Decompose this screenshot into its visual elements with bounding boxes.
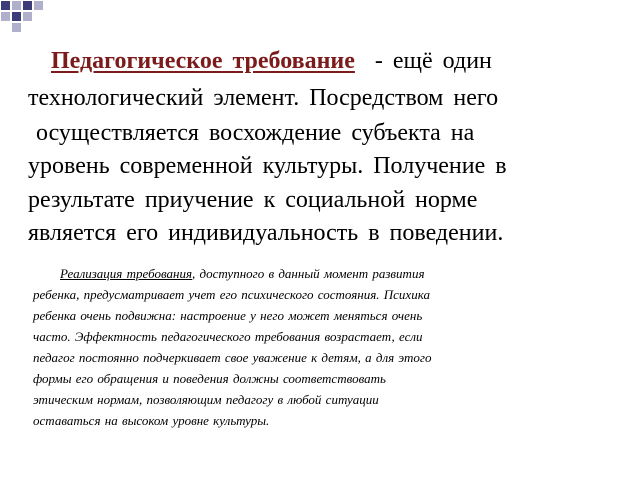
decoration-square <box>1 12 10 21</box>
term-heading: Педагогическое требование <box>51 48 355 74</box>
decoration-square <box>34 1 43 10</box>
main-line-1 <box>51 46 492 76</box>
secondary-line-1 <box>60 263 425 284</box>
main-line-6: является его индивидуальность в поведении. <box>28 220 504 246</box>
decoration-square <box>23 12 32 21</box>
secondary-line-1-rest: , доступного в данный момент развития <box>192 266 425 281</box>
main-line-4: уровень современной культуры. Получение в <box>28 153 507 179</box>
decoration-square <box>12 23 21 32</box>
decoration-square <box>23 1 32 10</box>
secondary-term: Реализация требования <box>60 266 193 281</box>
secondary-line-5: педагог постоянно подчеркивает свое уважение к детям, а для этого <box>33 350 432 365</box>
main-line-3: осуществляется восхождение субъекта на <box>36 120 475 146</box>
secondary-line-2: ребенка, предусматривает учет его психического состояния. Психика <box>33 287 430 302</box>
secondary-line-7: этическим нормам, позволяющим педагогу в любой ситуации <box>33 392 379 407</box>
decoration-square <box>12 12 21 21</box>
main-line-1-rest: - ещё один <box>374 48 492 74</box>
secondary-line-6: формы его обращения и поведения должны соответствовать <box>33 371 386 386</box>
decoration-square <box>1 1 10 10</box>
corner-decoration <box>0 0 60 30</box>
main-line-2: технологический элемент. Посредством него <box>28 85 499 111</box>
main-line-5: результате приучение к социальной норме <box>28 187 478 213</box>
decoration-square <box>12 1 21 10</box>
secondary-line-8: оставаться на высоком уровне культуры. <box>33 413 270 428</box>
secondary-line-3: ребенка очень подвижна: настроение у него может меняться очень <box>33 308 423 323</box>
secondary-line-4: часто. Эффектность педагогического требования возрастает, если <box>33 329 423 344</box>
